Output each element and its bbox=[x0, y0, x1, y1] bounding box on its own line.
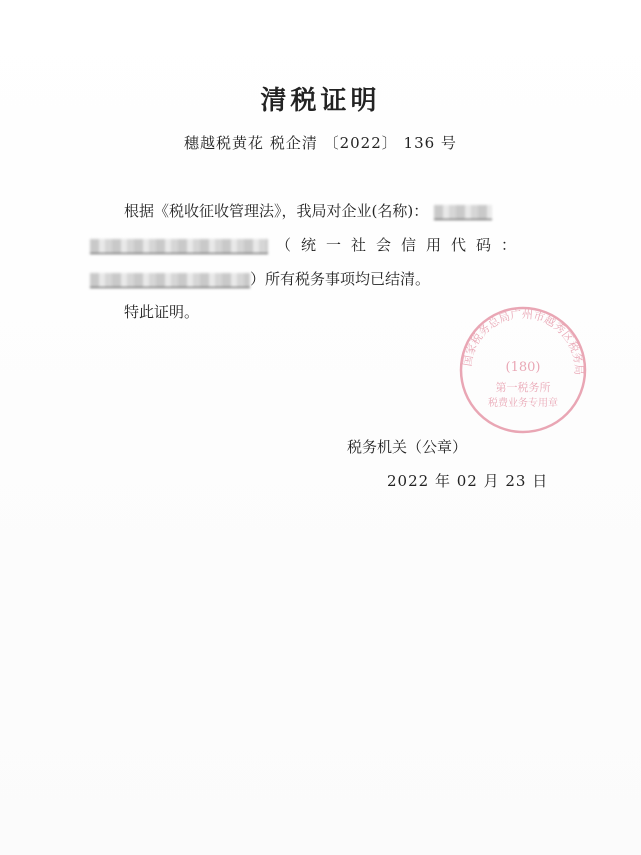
document-number: 穗越税黄花 税企清 〔2022〕 136 号 bbox=[184, 134, 457, 152]
body-line-2-text: （统一社会信用代码： bbox=[276, 236, 527, 254]
redacted-company-name-part2 bbox=[90, 239, 268, 254]
seal-inner-line1: 第一税务所 bbox=[495, 381, 551, 394]
official-seal-stamp bbox=[458, 305, 588, 435]
body-line-1-text: 根据《税收征收管理法》，我局对企业(名称)： bbox=[124, 202, 429, 220]
redacted-company-name-part1 bbox=[434, 205, 492, 220]
seal-code: (180) bbox=[505, 360, 541, 375]
body-line-2 bbox=[90, 234, 555, 255]
issue-date: 2022 年 02 月 23 日 bbox=[387, 472, 549, 490]
closing-text: 特此证明。 bbox=[124, 303, 200, 321]
seal-outer-text: 国家税务总局广州市越秀区税务局 bbox=[460, 307, 586, 376]
seal-inner-line2: 税费业务专用章 bbox=[488, 398, 558, 409]
body-line-3 bbox=[90, 268, 430, 289]
body-line-3-text: ）所有税务事项均已结清。 bbox=[250, 270, 431, 288]
document-title: 清税证明 bbox=[260, 86, 381, 116]
tax-authority-signature: 税务机关（公章） bbox=[347, 438, 468, 456]
body-line-1 bbox=[124, 200, 492, 221]
redacted-credit-code bbox=[90, 273, 250, 288]
